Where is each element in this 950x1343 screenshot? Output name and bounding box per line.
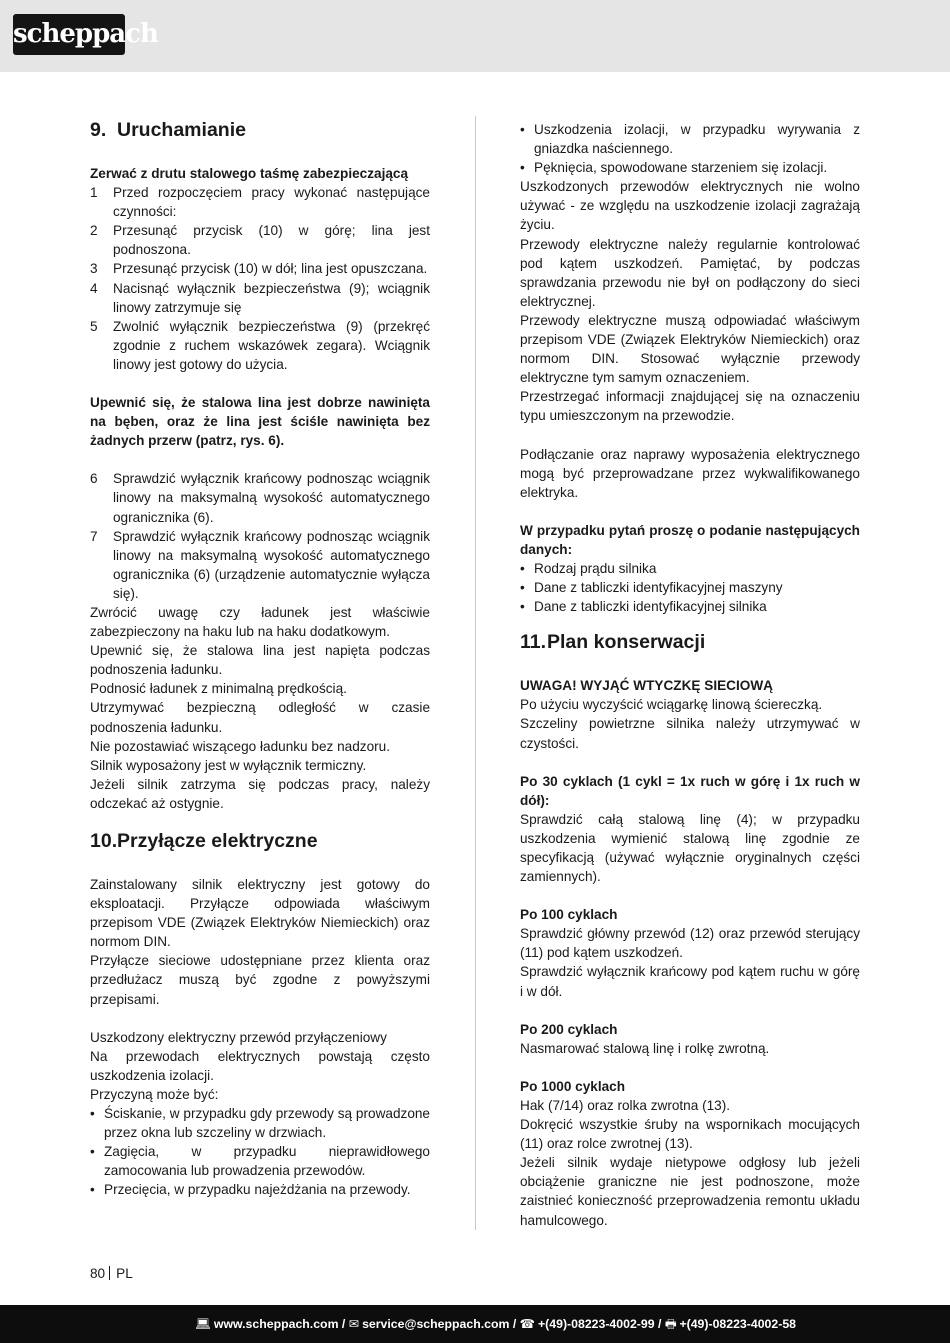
list-item: • Pęknięcia, spowodowane starzeniem się izolacji. — [520, 160, 828, 176]
section-10-heading — [90, 829, 430, 853]
header-bar — [0, 0, 950, 72]
rope-winding-warning: Upewnić się, że stalowa lina jest dobrze nawinięta na bęben, oraz że lina jest ściśle nawinięta bez żadnych przerw (patrz, rys. 6). — [90, 395, 430, 449]
paragraph: Sprawdzić wyłącznik krańcowy pod kątem ruchu w górę i w dół. — [520, 964, 860, 999]
section-9-heading — [90, 118, 430, 142]
step-item: 4 Nacisnąć wyłącznik bezpieczeństwa (9); wciągnik linowy zatrzymuje się — [90, 280, 430, 315]
paragraph: Przewody elektryczne należy regularnie kontrolować pod kątem uszkodzeń. Pamiętać, by podczas sprawdzania przewodu nie był on podłączony do sieci elektrycznej. — [520, 236, 860, 309]
tape-removal-instruction: Zerwać z drutu stalowego taśmę zabezpieczającą — [90, 166, 409, 181]
questions-lead: W przypadku pytań proszę o podanie następujących danych: — [520, 522, 860, 557]
email-link[interactable]: service@scheppach.com / — [362, 1317, 517, 1331]
causes-list — [90, 1104, 430, 1199]
paragraph: Przestrzegać informacji znajdującej się na oznaczeniu typu umieszczonym na przewodzie. — [520, 389, 860, 424]
list-item: • Uszkodzenia izolacji, w przypadku wyrywania z gniazdka naściennego. — [520, 122, 860, 157]
steps-list-a — [90, 183, 430, 374]
step-item: 6 Sprawdzić wyłącznik krańcowy podnosząc wciągnik linowy na maksymalną wysokość automatycznego ogranicznika (6). — [90, 471, 430, 525]
section-title: Uruchamianie — [117, 119, 246, 141]
section-number: 9. — [90, 119, 107, 141]
interval-heading: Po 1000 cyklach — [520, 1078, 626, 1094]
paragraph: Dokręcić wszystkie śruby na wspornikach mocujących (11) oraz rolce zwrotnej (13). — [520, 1117, 860, 1152]
safety-note: Zwrócić uwagę czy ładunek jest właściwie zabezpieczony na haku lub na haku dodatkowym. — [90, 604, 430, 640]
safety-note: Nie pozostawiać wiszącego ładunku bez nadzoru. — [90, 738, 390, 754]
step-item: 3 Przesunąć przycisk (10) w dół; lina jest opuszczana. — [90, 261, 428, 277]
step-item: 2 Przesunąć przycisk (10) w górę; lina jest podnoszona. — [90, 223, 430, 258]
paragraph: Na przewodach elektrycznych powstają często uszkodzenia izolacji. — [90, 1048, 430, 1083]
computer-icon: 💻︎ — [195, 1317, 211, 1331]
left-column — [90, 118, 430, 1200]
section-11-heading — [520, 630, 860, 654]
step-item: 1 Przed rozpoczęciem pracy wykonać następujące czynności: — [90, 185, 430, 220]
questions-list — [520, 559, 860, 616]
section-title: Przyłącze elektryczne — [117, 830, 318, 852]
safety-note: Jeżeli silnik zatrzyma się podczas pracy, należy odczekać aż ostygnie. — [90, 776, 430, 811]
scheppach-logo: scheppach — [13, 14, 125, 55]
fax-icon: 🖶︎ — [664, 1317, 677, 1331]
phone-number: +(49)-08223-4002-99 / — [538, 1317, 662, 1331]
envelope-icon: ✉︎ — [348, 1317, 360, 1331]
list-item: • Rodzaj prądu silnika — [520, 560, 657, 576]
paragraph: Przyłącze sieciowe udostępniane przez klienta oraz przedłużacz muszą być zgodne z powyższymi przepisami. — [90, 953, 430, 1007]
paragraph: Sprawdzić całą stalową linę (4); w przypadku uszkodzenia wymienić stalową linę zgodnie ze specyfikacją (używać wyłącznie oryginalnych części zamiennych). — [520, 811, 860, 885]
paragraph: Szczeliny powietrzne silnika należy utrzymywać w czystości. — [520, 716, 860, 751]
paragraph: Podłączanie oraz naprawy wyposażenia elektrycznego mogą być przeprowadzane przez wykwalifikowanego elektryka. — [520, 446, 860, 500]
paragraph: Uszkodzony elektryczny przewód przyłączeniowy — [90, 1029, 387, 1045]
list-item: • Ściskanie, w przypadku gdy przewody są prowadzone przez okna lub szczeliny w drzwiach. — [90, 1106, 430, 1141]
causes-list-continued — [520, 120, 860, 177]
section-title: Plan konserwacji — [547, 631, 706, 654]
fax-number: +(49)-08223-4002-58 — [679, 1317, 796, 1331]
section-number: 10. — [90, 830, 118, 852]
page-number: 80 PL — [90, 1266, 133, 1281]
safety-note: Silnik wyposażony jest w wyłącznik termiczny. — [90, 757, 367, 773]
safety-note: Upewnić się, że stalowa lina jest napięta podczas podnoszenia ładunku. — [90, 643, 430, 678]
section-number: 11. — [520, 631, 547, 654]
paragraph: Przyczyną może być: — [90, 1086, 219, 1102]
paragraph: Zainstalowany silnik elektryczny jest gotowy do eksploatacji. Przyłącze odpowiada właściwym przepisom VDE (Związek Elektryków Niemieckich) oraz normom DIN. — [90, 877, 430, 950]
right-column — [520, 120, 860, 1230]
paragraph: Sprawdzić główny przewód (12) oraz przewód sterujący (11) pod kątem uszkodzeń. — [520, 926, 860, 961]
list-item: • Zagięcia, w przypadku nieprawidłowego zamocowania lub prowadzenia przewodów. — [90, 1144, 430, 1179]
paragraph: Hak (7/14) oraz rolka zwrotna (13). — [520, 1097, 731, 1113]
footer-bar — [0, 1305, 950, 1343]
step-item: 5 Zwolnić wyłącznik bezpieczeństwa (9) (przekręć zgodnie z ruchem wskazówek zegara). Wciągnik linowy jest gotowy do użycia. — [90, 318, 430, 372]
safety-note: Podnosić ładunek z minimalną prędkością. — [90, 681, 347, 697]
interval-heading: Po 200 cyklach — [520, 1021, 618, 1037]
interval-heading: Po 100 cyklach — [520, 907, 618, 923]
paragraph: Przewody elektryczne muszą odpowiadać właściwym przepisom VDE (Związek Elektryków Niemieckich) oraz normom DIN. Stosować wyłącznie przewody elektryczne tym samym oznaczeniem. — [520, 312, 860, 386]
safety-note: Utrzymywać bezpieczną odległość w czasie podnoszenia ładunku. — [90, 700, 430, 735]
paragraph: Nasmarować stalową linę i rolkę zwrotną. — [520, 1040, 770, 1056]
interval-heading: Po 30 cyklach (1 cykl = 1x ruch w górę i 1x ruch w dół): — [520, 773, 860, 808]
telephone-icon: ☎︎ — [519, 1317, 535, 1331]
column-divider — [475, 116, 476, 1230]
paragraph: Jeżeli silnik wydaje nietypowe odgłosy lub jeżeli obciążenie graniczne nie jest podnoszone, może zaistnieć konieczność przeprowadzenia remontu układu hamulcowego. — [520, 1155, 860, 1228]
paragraph: Uszkodzonych przewodów elektrycznych nie wolno używać - ze względu na uszkodzenie izolacji zagrażają życiu. — [520, 179, 860, 233]
step-item: 7 Sprawdzić wyłącznik krańcowy podnosząc wciągnik linowy na maksymalną wysokość automatycznego ogranicznika (6) (urządzenie automatycznie wyłącza się). — [90, 528, 430, 601]
list-item: • Przecięcia, w przypadku najeżdżania na przewody. — [90, 1182, 411, 1198]
unplug-warning: UWAGA! WYJĄĆ WTYCZKĘ SIECIOWĄ — [520, 678, 773, 694]
paragraph: Po użyciu wyczyścić wciągarkę linową ściereczką. — [520, 697, 823, 713]
list-item: • Dane z tabliczki identyfikacyjnej maszyny — [520, 580, 783, 596]
website-link[interactable]: www.scheppach.com / — [213, 1317, 346, 1331]
steps-list-b — [90, 469, 430, 603]
list-item: • Dane z tabliczki identyfikacyjnej silnika — [520, 599, 767, 615]
